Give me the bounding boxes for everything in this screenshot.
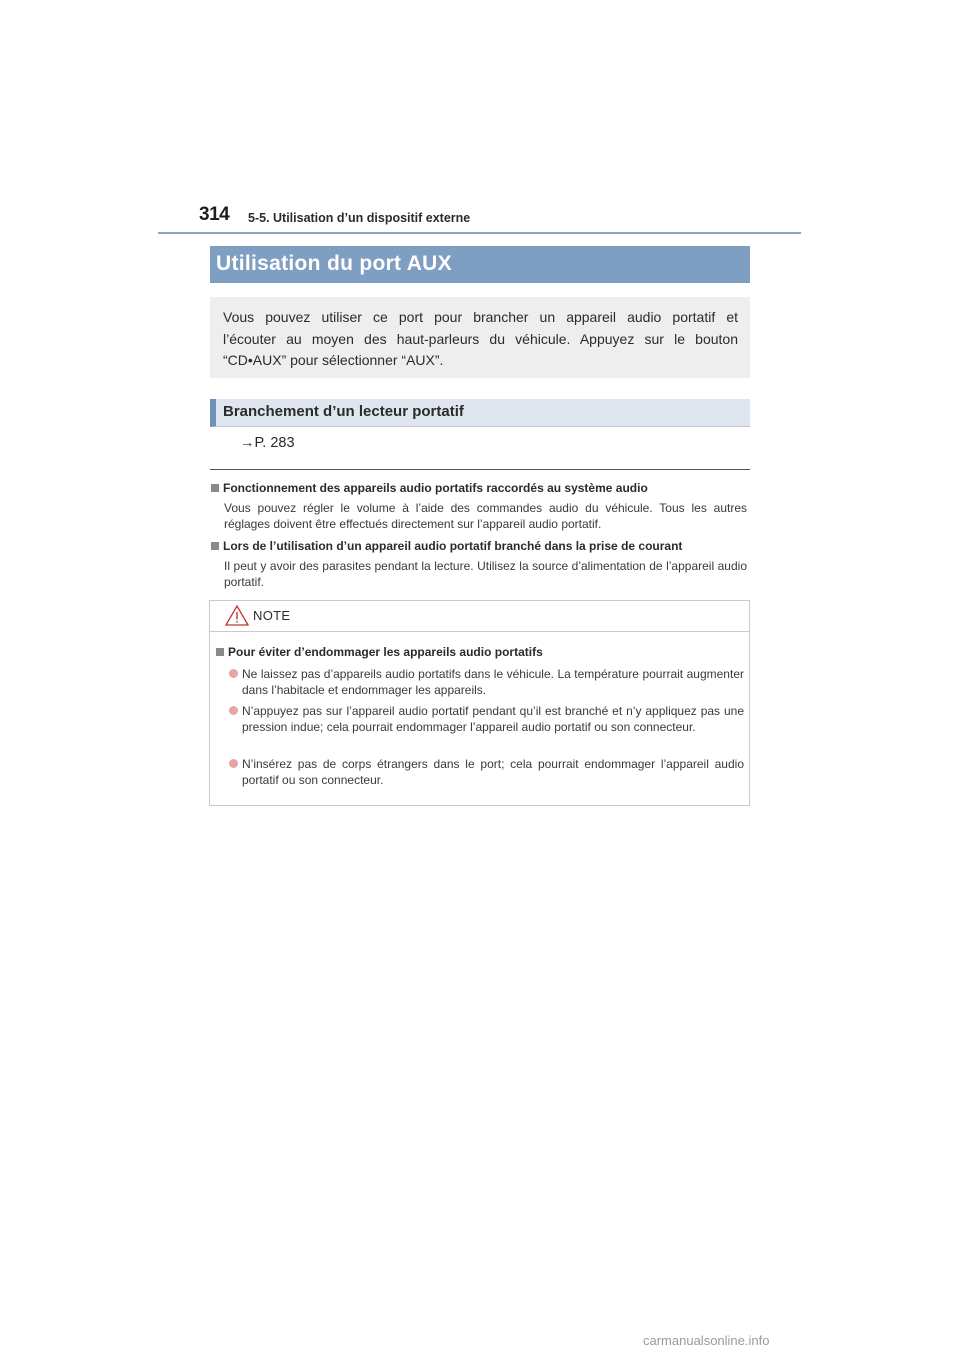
arrow-right-icon: → <box>240 435 255 451</box>
warning-triangle-icon <box>225 605 249 626</box>
page-number: 314 <box>199 204 230 225</box>
caution-title: Pour éviter d’endommager les appareils audio portatifs <box>216 645 543 659</box>
intro-line: Vous pouvez utiliser ce port pour brancher un appareil audio portatif et <box>223 309 738 325</box>
page-reference-text: P. 283 <box>254 435 295 451</box>
caution-bullet: N’insérez pas de corps étrangers dans le port; cela pourrait endommager l’appareil audio portatif ou son connecteur. <box>229 756 744 788</box>
caution-bullet: N’appuyez pas sur l’appareil audio portatif pendant qu’il est branché et n’y appliquez pas une pression indue; cela pourrait endommager l’appareil audio portatif ou son connecteur. <box>229 703 744 735</box>
note-item <box>211 538 747 590</box>
note-item <box>211 480 747 532</box>
intro-line: “CD•AUX” pour sélectionner “AUX”. <box>223 352 444 368</box>
page-reference-link[interactable] <box>240 435 295 451</box>
subsection-banner <box>210 399 750 427</box>
bullet-dot-icon <box>229 706 238 715</box>
bullet-dot-icon <box>229 669 238 678</box>
intro-box <box>210 297 750 378</box>
bullet-dot-icon <box>229 759 238 768</box>
divider <box>210 469 750 470</box>
note-text: Vous pouvez régler le volume à l’aide des commandes audio du véhicule. Tous les autres réglages doivent être effectués directement sur l’appareil audio portatif. <box>224 501 747 531</box>
square-bullet-icon <box>211 484 219 492</box>
caution-label: NOTE <box>253 608 291 623</box>
note-title: Fonctionnement des appareils audio portatifs raccordés au système audio <box>223 481 648 495</box>
note-text: Il peut y avoir des parasites pendant la lecture. Utilisez la source d’alimentation de l’appareil audio portatif. <box>224 559 747 589</box>
section-banner <box>210 246 750 283</box>
watermark-text: carmanualsonline.info <box>643 1333 770 1348</box>
square-bullet-icon <box>211 542 219 550</box>
caution-bullet: Ne laissez pas d’appareils audio portatifs dans le véhicule. La température pourrait augmenter dans l’habitacle et endommager les appareils. <box>229 666 744 698</box>
caution-header <box>210 601 749 632</box>
intro-line: l’écouter au moyen des haut-parleurs du véhicule. Appuyez sur le bouton <box>223 330 738 347</box>
note-title: Lors de l’utilisation d’un appareil audio portatif branché dans la prise de courant <box>223 539 683 553</box>
caution-box <box>209 600 750 806</box>
section-title: Utilisation du port AUX <box>216 252 452 275</box>
subsection-title: Branchement d’un lecteur portatif <box>223 403 464 420</box>
running-header: 5-5. Utilisation d’un dispositif externe <box>248 211 471 225</box>
square-bullet-icon <box>216 648 224 656</box>
header-rule <box>158 232 801 234</box>
